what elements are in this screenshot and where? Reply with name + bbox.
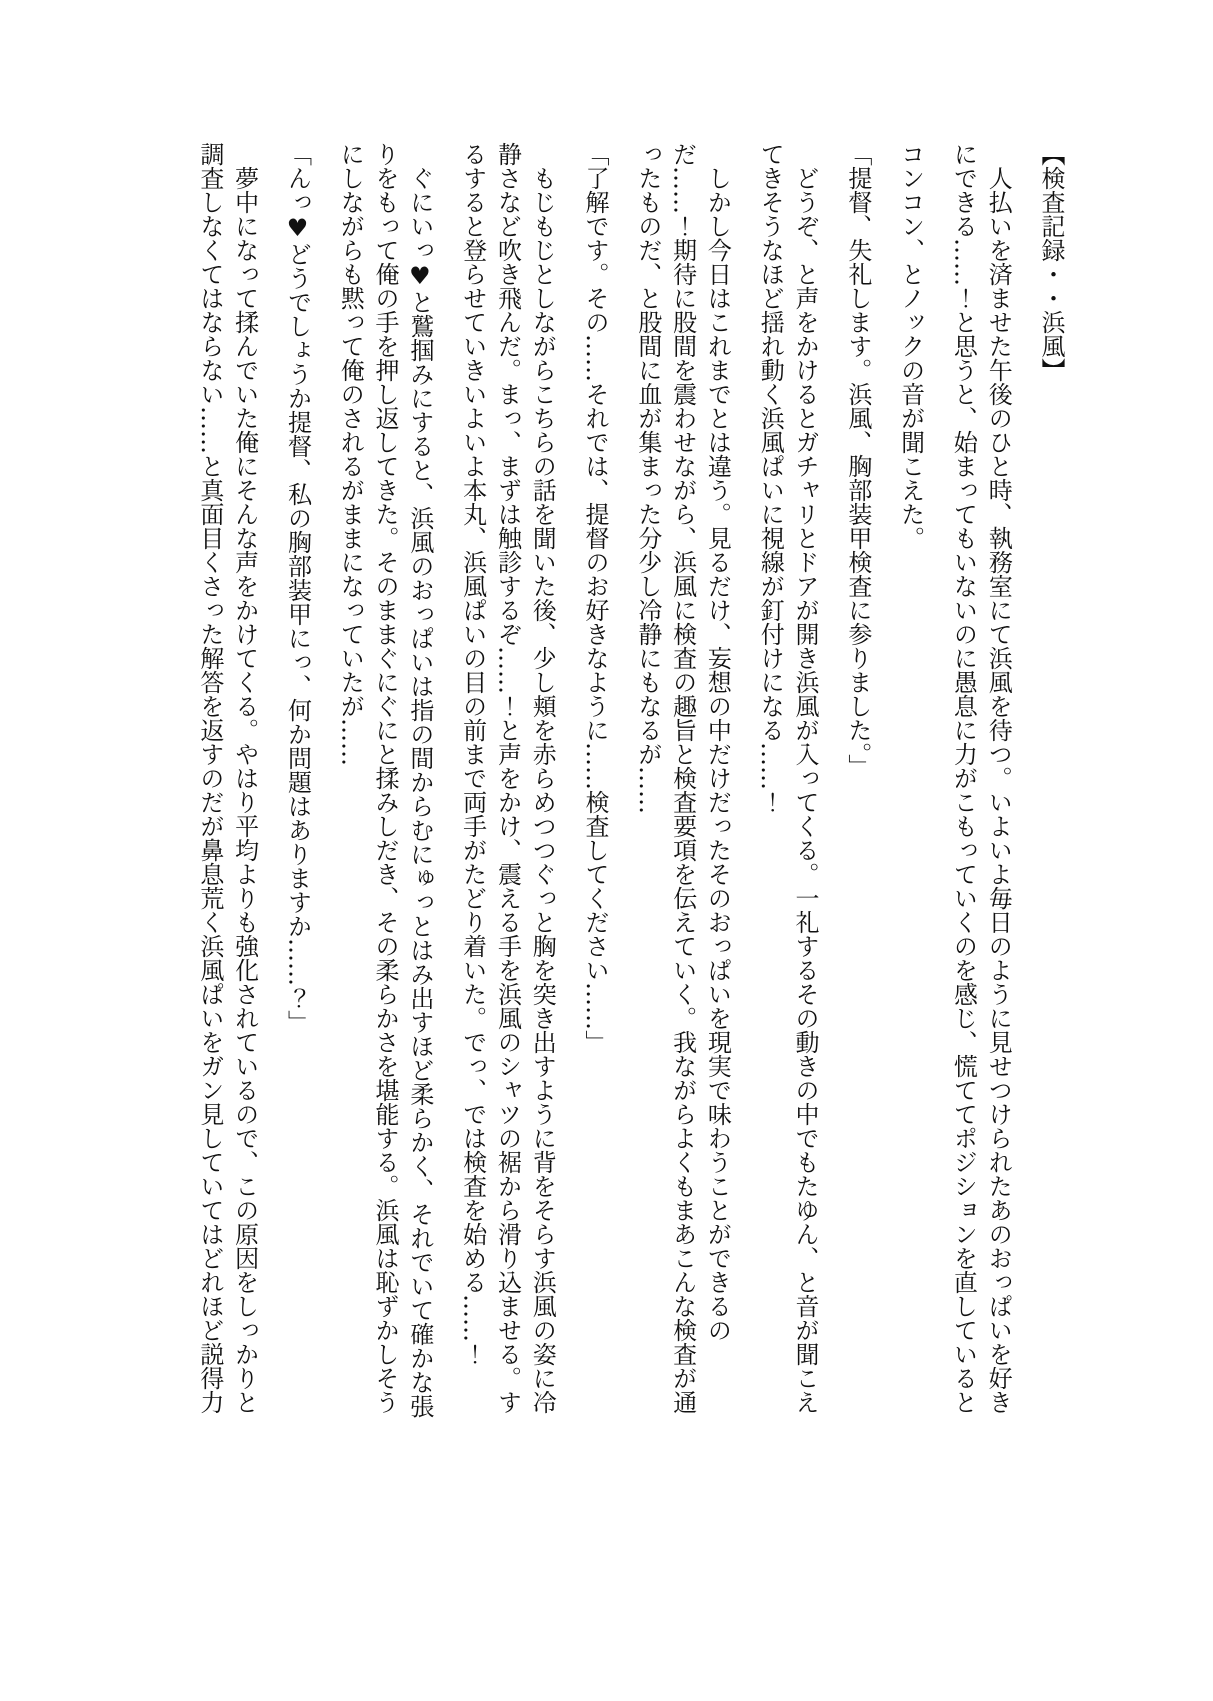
paragraph: どうぞ、と声をかけるとガチャリとドアが開き浜風が入ってくる。一礼するその動きの中でもたゆん、と音が聞こえてきそうなほど揺れ動く浜風ぱいに視線が釘付けになる……！ [756,142,820,1414]
paragraph: 「提督、失礼します。浜風、胸部装甲検査に参りました。」 [843,142,872,778]
paragraph: もじもじとしながらこちらの話を聞いた後、少し頬を赤らめつつぐっと胸を突き出すように背をそらす浜風の姿に冷静さなど吹き飛んだ。まっ、まずは触診するぞ……！と声をかけ、震える手を浜風のシャツの裾から滑り込ませる。するすると登らせていきいよいよ本丸、浜風ぱいの目の前まで両手がたどり着いた。でっ、では検査を始める……！ [458,142,557,1414]
paragraph: コンコン、とノックの音が聞こえた。 [896,142,925,550]
paragraph: 「了解です。その……それでは、提督のお好きなように……検査してください……」 [581,142,610,1054]
paragraph: 夢中になって揉んでいた俺にそんな声をかけてくる。やはり平均よりも強化されているので、この原因をしっかりと調査しなくてはならない……と真面目くさった解答を返すのだが鼻息荒く浜風ぱいをガン見していてはどれほど説得力 [195,142,259,1414]
paragraph: しかし今日はこれまでとは違う。見るだけ、妄想の中だけだったそのおっぱいを現実で味わうことができるのだ……！期待に股間を震わせながら、浜風に検査の趣旨と検査要項を伝えていく。我ながらよくもまあこんな検査が通ったものだ、と股間に血が集まった分少し冷静にもなるが…… [633,142,732,1414]
paragraph: 人払いを済ませた午後のひと時、執務室にて浜風を待つ。いよいよ毎日のように見せつけられたあのおっぱいを好きにできる……！と思うと、始まってもいないのに愚息に力がこもっていくのを感じ、慌ててポジションを直していると [949,142,1013,1414]
paragraph: 「んっ♥どうでしょうか提督、私の胸部装甲にっ、何か問題はありますか……？」 [283,142,312,1034]
document-title: 【検査記録・・浜風】 [1037,142,1065,382]
text-body [192,142,1068,1422]
paragraph: ぐにいっ♥と鷲掴みにすると、浜風のおっぱいは指の間からむにゅっとはみ出すほど柔らかく、それでいて確かな張りをもって俺の手を押し返してきた。そのままぐにぐにと揉みしだき、その柔らかさを堪能する。浜風は恥ずかしそうにしながらも黙って俺のされるがままになっていたが…… [336,142,434,1418]
